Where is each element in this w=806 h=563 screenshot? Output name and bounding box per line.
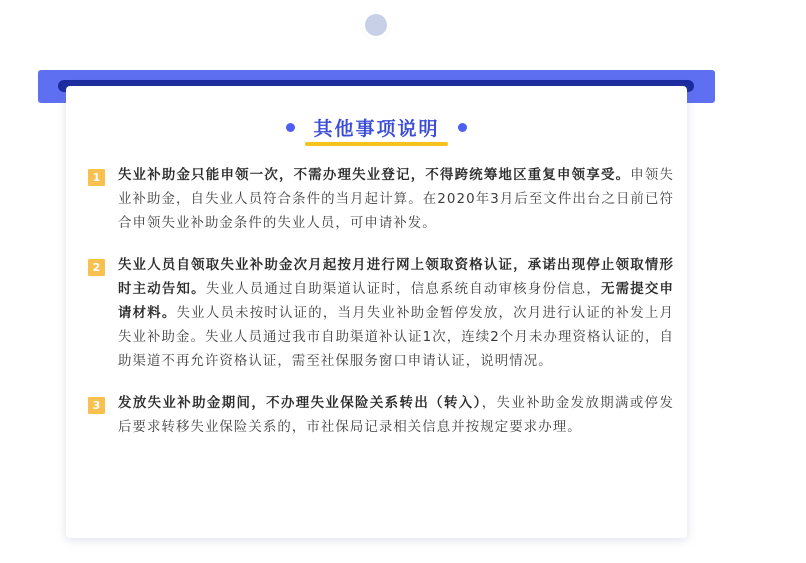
list-item: [88, 392, 674, 440]
item-list: [88, 164, 674, 459]
title-row: [66, 114, 687, 144]
right-dot-icon: [458, 123, 467, 132]
item-number-badge: 2: [88, 259, 105, 276]
list-item: [88, 254, 674, 373]
left-dot-icon: [286, 123, 295, 132]
item-text: 失业补助金只能申领一次，不需办理失业登记，不得跨统筹地区重复申领享受。申领失业补助金，自失业人员符合条件的当月起计算。在2020年3月后至文件出台之日前已符合申领失业补助金条件的失业人员，可申请补发。: [118, 168, 674, 231]
section-title: 其他事项说明: [309, 114, 443, 141]
notice-card: [66, 86, 687, 538]
list-item: [88, 164, 674, 235]
item-number-badge: 3: [88, 397, 105, 414]
item-text: 发放失业补助金期间，不办理失业保险关系转出（转入），失业补助金发放期满或停发后要求转移失业保险关系的，市社保局记录相关信息并按规定要求办理。: [118, 396, 674, 436]
item-text: 失业人员自领取失业补助金次月起按月进行网上领取资格认证，承诺出现停止领取情形时主动告知。失业人员通过自助渠道认证时，信息系统自动审核身份信息，无需提交申请材料。失业人员未按时认证的，当月失业补助金暂停发放，次月进行认证的补发上月失业补助金。失业人员通过我市自助渠道补认证1次，连续2个月未办理资格认证的，自助渠道不再允许资格认证，需至社保服务窗口申请认证，说明情况。: [118, 258, 674, 369]
pin-icon: [365, 14, 387, 36]
item-number-badge: 1: [88, 169, 105, 186]
